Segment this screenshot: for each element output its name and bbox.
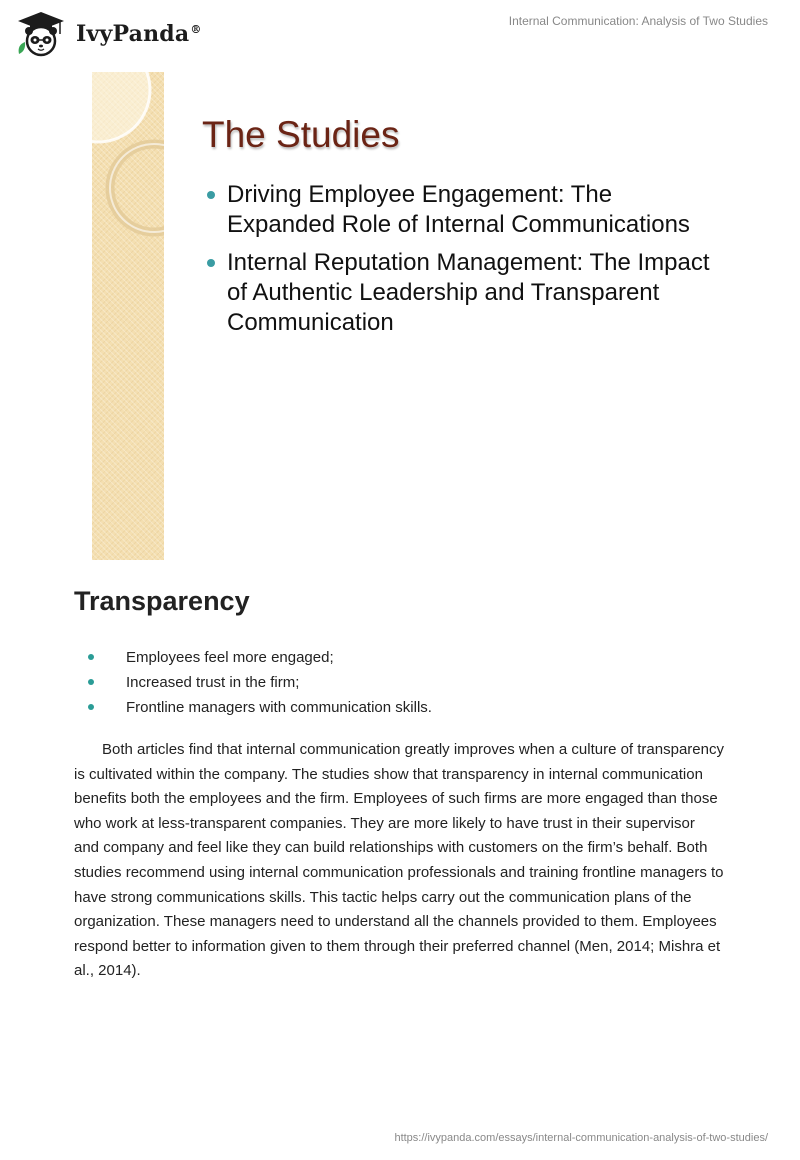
- bullet-dot-icon: [88, 679, 94, 685]
- slide-bullet-text: Driving Employee Engagement: The Expanded Role of Internal Communications: [227, 181, 690, 238]
- section-heading: Transparency: [74, 586, 250, 616]
- bullet-dot-icon: [88, 654, 94, 660]
- bullet-dot-icon: [88, 704, 94, 710]
- site-logo[interactable]: [14, 10, 202, 58]
- list-item: [74, 695, 432, 720]
- slide-bullet-list: [204, 180, 724, 346]
- bullet-dot-icon: [207, 191, 215, 199]
- logo-text: IvyPanda®: [76, 21, 202, 47]
- panda-graduate-icon: [14, 10, 68, 58]
- footer-url-link[interactable]: https://ivypanda.com/essays/internal-communication-analysis-of-two-studies/: [394, 1132, 768, 1144]
- decorative-circles-icon: [92, 72, 164, 560]
- slide-bullet-item: [204, 248, 724, 338]
- list-item-text: Frontline managers with communication skills.: [126, 699, 432, 716]
- bullet-dot-icon: [207, 259, 215, 267]
- body-paragraph: Both articles find that internal communication greatly improves when a culture of transparency is cultivated within the company. The studies show that transparency in internal communication benefits both the employees and the firm. Employees of such firms are more engaged than those who work at less-transparent companies. They are more likely to have trust in their supervisor and company and feel like they can build relationships with customers on the firm’s behalf. Both studies recommend using internal communication professionals and training frontline managers to have strong communications skills. This tactic helps carry out the communication plans of the organization. These managers need to understand all the channels provided to them. Employees respond better to information given to them through their preferred channel (Men, 2014; Mishra et al., 2014).: [74, 741, 724, 980]
- slide-decorative-strip: [92, 72, 164, 560]
- slide-bullet-text: Internal Reputation Management: The Impact of Authentic Leadership and Transparent Communication: [227, 249, 710, 336]
- list-item-text: Increased trust in the firm;: [126, 674, 300, 691]
- bullet-list: [74, 645, 432, 720]
- list-item: [74, 670, 432, 695]
- slide-image: [92, 72, 732, 560]
- list-item: [74, 645, 432, 670]
- slide-bullet-item: [204, 180, 724, 240]
- slide-title: The Studies: [202, 114, 400, 155]
- document-title: Internal Communication: Analysis of Two Studies: [508, 14, 768, 28]
- list-item-text: Employees feel more engaged;: [126, 649, 334, 666]
